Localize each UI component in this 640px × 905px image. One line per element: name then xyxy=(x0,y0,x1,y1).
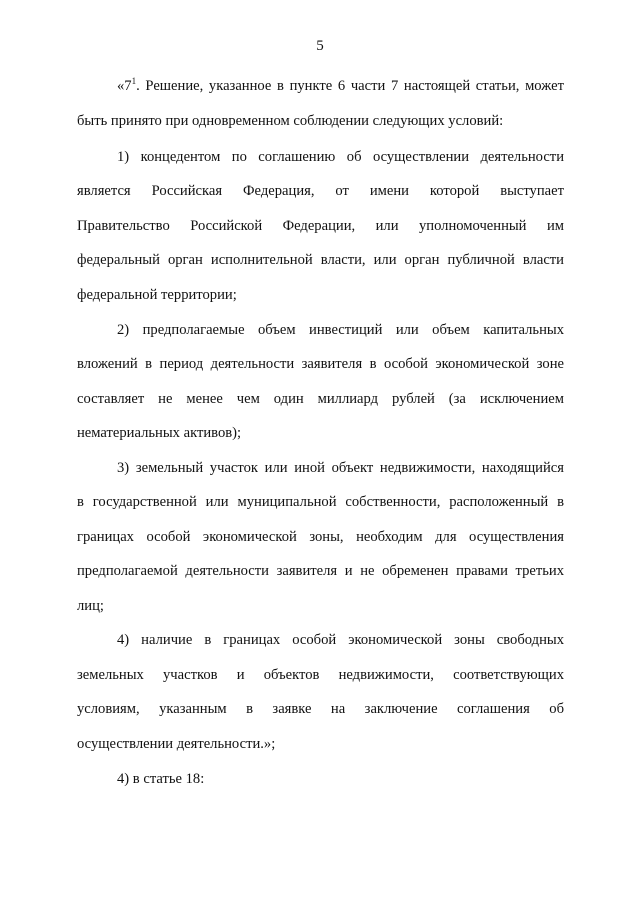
item-3-line-4: предполагаемой деятельности заявителя и не обременен правами третьих xyxy=(77,563,564,579)
paragraph-7-1-rest: . Решение, указанное в пункте 6 части 7 настоящей статьи, может xyxy=(136,78,564,94)
item-1-line-2: является Российская Федерация, от имени которой выступает xyxy=(77,183,564,199)
item-3-line-5: лиц; xyxy=(77,598,104,614)
page-number: 5 xyxy=(316,38,324,54)
item-1-line-5: федеральной территории; xyxy=(77,287,237,303)
item-2-line-2: вложений в период деятельности заявителя в особой экономической зоне xyxy=(77,356,564,372)
item-3-line-1: 3) земельный участок или иной объект недвижимости, находящийся xyxy=(117,460,564,476)
item-2-line-3: составляет не менее чем один миллиард рублей (за исключением xyxy=(77,391,564,407)
item-2-line-1: 2) предполагаемые объем инвестиций или объем капитальных xyxy=(117,322,564,338)
item-1-line-3: Правительство Российской Федерации, или уполномоченный им xyxy=(77,218,564,234)
item-3-line-2: в государственной или муниципальной собственности, расположенный в xyxy=(77,494,564,510)
superscript-1: 1 xyxy=(131,76,137,86)
paragraph-7-1-line-1 xyxy=(117,77,564,95)
paragraph-7-1-line-2: быть принято при одновременном соблюдении следующих условий: xyxy=(77,113,504,129)
item-3-line-3: границах особой экономической зоны, необходим для осуществления xyxy=(77,529,564,545)
paragraph-7-1-open: «7 xyxy=(117,78,132,94)
next-item-heading: 4) в статье 18: xyxy=(117,771,205,787)
item-4-line-1: 4) наличие в границах особой экономической зоны свободных xyxy=(117,632,564,648)
item-4-line-4: осуществлении деятельности.»; xyxy=(77,736,276,752)
item-2-line-4: нематериальных активов); xyxy=(77,425,242,441)
item-1-line-4: федеральный орган исполнительной власти, или орган публичной власти xyxy=(77,252,564,268)
item-4-line-2: земельных участков и объектов недвижимости, соответствующих xyxy=(77,667,564,683)
item-4-line-3: условиям, указанным в заявке на заключение соглашения об xyxy=(77,701,564,717)
item-1-line-1: 1) концедентом по соглашению об осуществлении деятельности xyxy=(117,149,564,165)
